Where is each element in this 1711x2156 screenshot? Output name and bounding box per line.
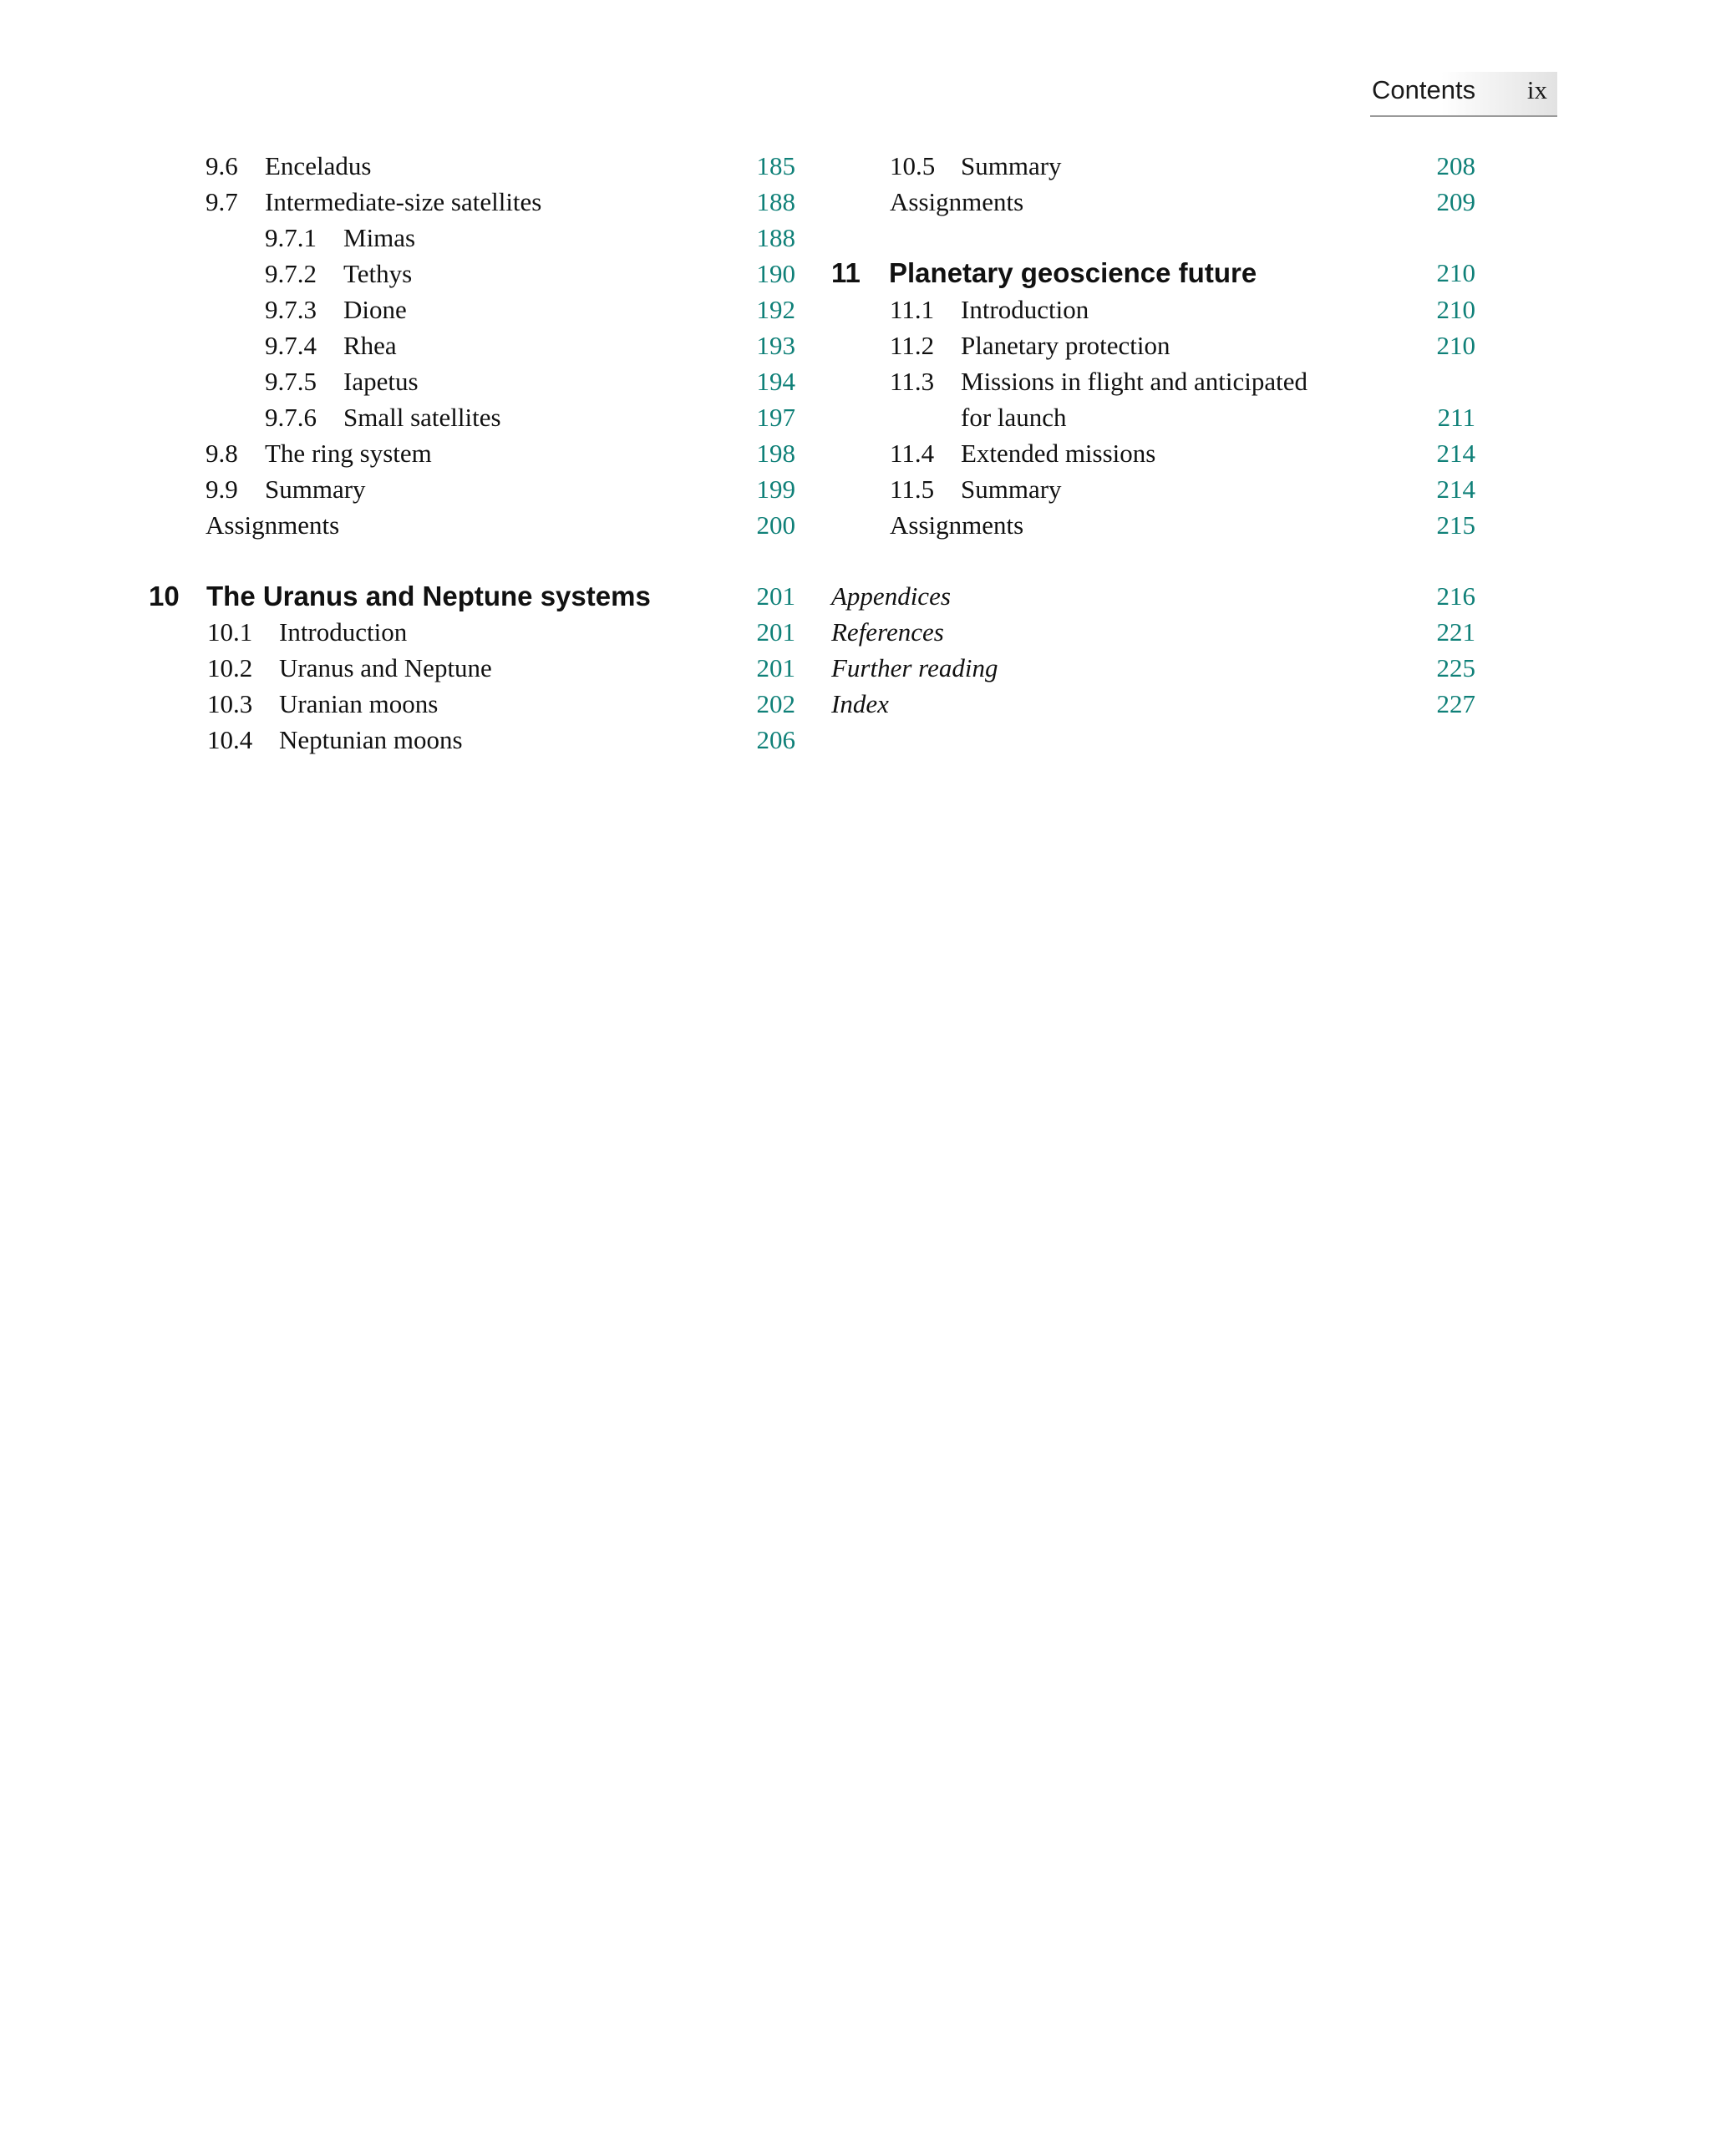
page-number: 227	[1436, 689, 1475, 718]
page-number: 192	[756, 295, 795, 324]
page-number: 201	[756, 617, 795, 647]
section-number: 9.7.6	[265, 403, 317, 432]
section-title: Summary	[265, 474, 366, 504]
page-number: 209	[1436, 187, 1475, 216]
page-number: 208	[1436, 151, 1475, 180]
page-number: 211	[1437, 403, 1475, 432]
section-number: 11.2	[890, 331, 935, 360]
section-title: Uranus and Neptune	[279, 653, 492, 682]
section-number: 9.8	[206, 439, 238, 468]
section-number: 9.6	[206, 151, 238, 180]
section-title: Index	[831, 689, 889, 718]
section-title: Summary	[961, 151, 1062, 180]
page-number: 194	[756, 367, 795, 396]
page-number: 188	[756, 187, 795, 216]
section-number: 11.4	[890, 439, 935, 468]
section-title: Assignments	[890, 187, 1024, 216]
section-title: Intermediate-size satellites	[265, 187, 542, 216]
page-number: 201	[756, 581, 795, 611]
section-title: Assignments	[206, 510, 340, 540]
page-number: 198	[756, 439, 795, 468]
section-title: Appendices	[831, 581, 951, 611]
page-number: 199	[756, 474, 795, 504]
section-title: Extended missions	[961, 439, 1156, 468]
section-title: Further reading	[831, 653, 998, 682]
page-number: 202	[756, 689, 795, 718]
running-head-label: Contents	[1372, 75, 1476, 104]
chapter-title: The Uranus and Neptune systems	[206, 581, 651, 611]
page-number: 214	[1436, 439, 1475, 468]
section-title: Iapetus	[343, 367, 419, 396]
section-number: 9.7	[206, 187, 238, 216]
page-number: 215	[1436, 510, 1475, 540]
section-number: 9.7.3	[265, 295, 317, 324]
section-number: 11.5	[890, 474, 935, 504]
section-title: Missions in flight and anticipated	[961, 367, 1308, 396]
page-number: 188	[756, 223, 795, 252]
section-title: Mimas	[343, 223, 416, 252]
running-head	[1370, 72, 1557, 117]
page-number: 197	[756, 403, 795, 432]
section-number: 11.1	[890, 295, 935, 324]
section-number: 9.7.5	[265, 367, 317, 396]
section-title: Summary	[961, 474, 1062, 504]
section-number: 9.7.4	[265, 331, 317, 360]
page-number: 210	[1436, 331, 1475, 360]
page-number: 225	[1436, 653, 1475, 682]
section-title: References	[831, 617, 944, 647]
section-title: The ring system	[265, 439, 432, 468]
page-number: 214	[1436, 474, 1475, 504]
section-number: 9.7.2	[265, 259, 317, 288]
page-number: 190	[756, 259, 795, 288]
section-title: Assignments	[890, 510, 1024, 540]
page-number: 200	[756, 510, 795, 540]
section-title: Neptunian moons	[279, 725, 463, 754]
page-number: 193	[756, 331, 795, 360]
section-title: Dione	[343, 295, 407, 324]
section-title: Small satellites	[343, 403, 501, 432]
page-number: 206	[756, 725, 795, 754]
section-number: 10.5	[890, 151, 936, 180]
chapter-number: 10	[149, 581, 180, 611]
section-title: Introduction	[279, 617, 408, 647]
page-number: 221	[1436, 617, 1475, 647]
chapter-title: Planetary geoscience future	[889, 257, 1257, 288]
page-number: 201	[756, 653, 795, 682]
section-number: 10.4	[207, 725, 253, 754]
section-title: Rhea	[343, 331, 397, 360]
section-number: 9.7.1	[265, 223, 317, 252]
page-number: 216	[1436, 581, 1475, 611]
section-title: Planetary protection	[961, 331, 1170, 360]
section-title: Uranian moons	[279, 689, 439, 718]
section-title: Tethys	[343, 259, 413, 288]
section-title: Enceladus	[265, 151, 372, 180]
section-number: 10.3	[207, 689, 253, 718]
section-number: 9.9	[206, 474, 238, 504]
section-title: Introduction	[961, 295, 1089, 324]
section-number: 11.3	[890, 367, 935, 396]
chapter-number: 11	[831, 257, 861, 288]
running-head-page-number: ix	[1526, 75, 1547, 104]
section-number: 10.2	[207, 653, 253, 682]
section-number: 10.1	[207, 617, 253, 647]
page-number: 185	[756, 151, 795, 180]
page-number: 210	[1436, 258, 1475, 287]
section-title: for launch	[961, 403, 1067, 432]
page-number: 210	[1436, 295, 1475, 324]
